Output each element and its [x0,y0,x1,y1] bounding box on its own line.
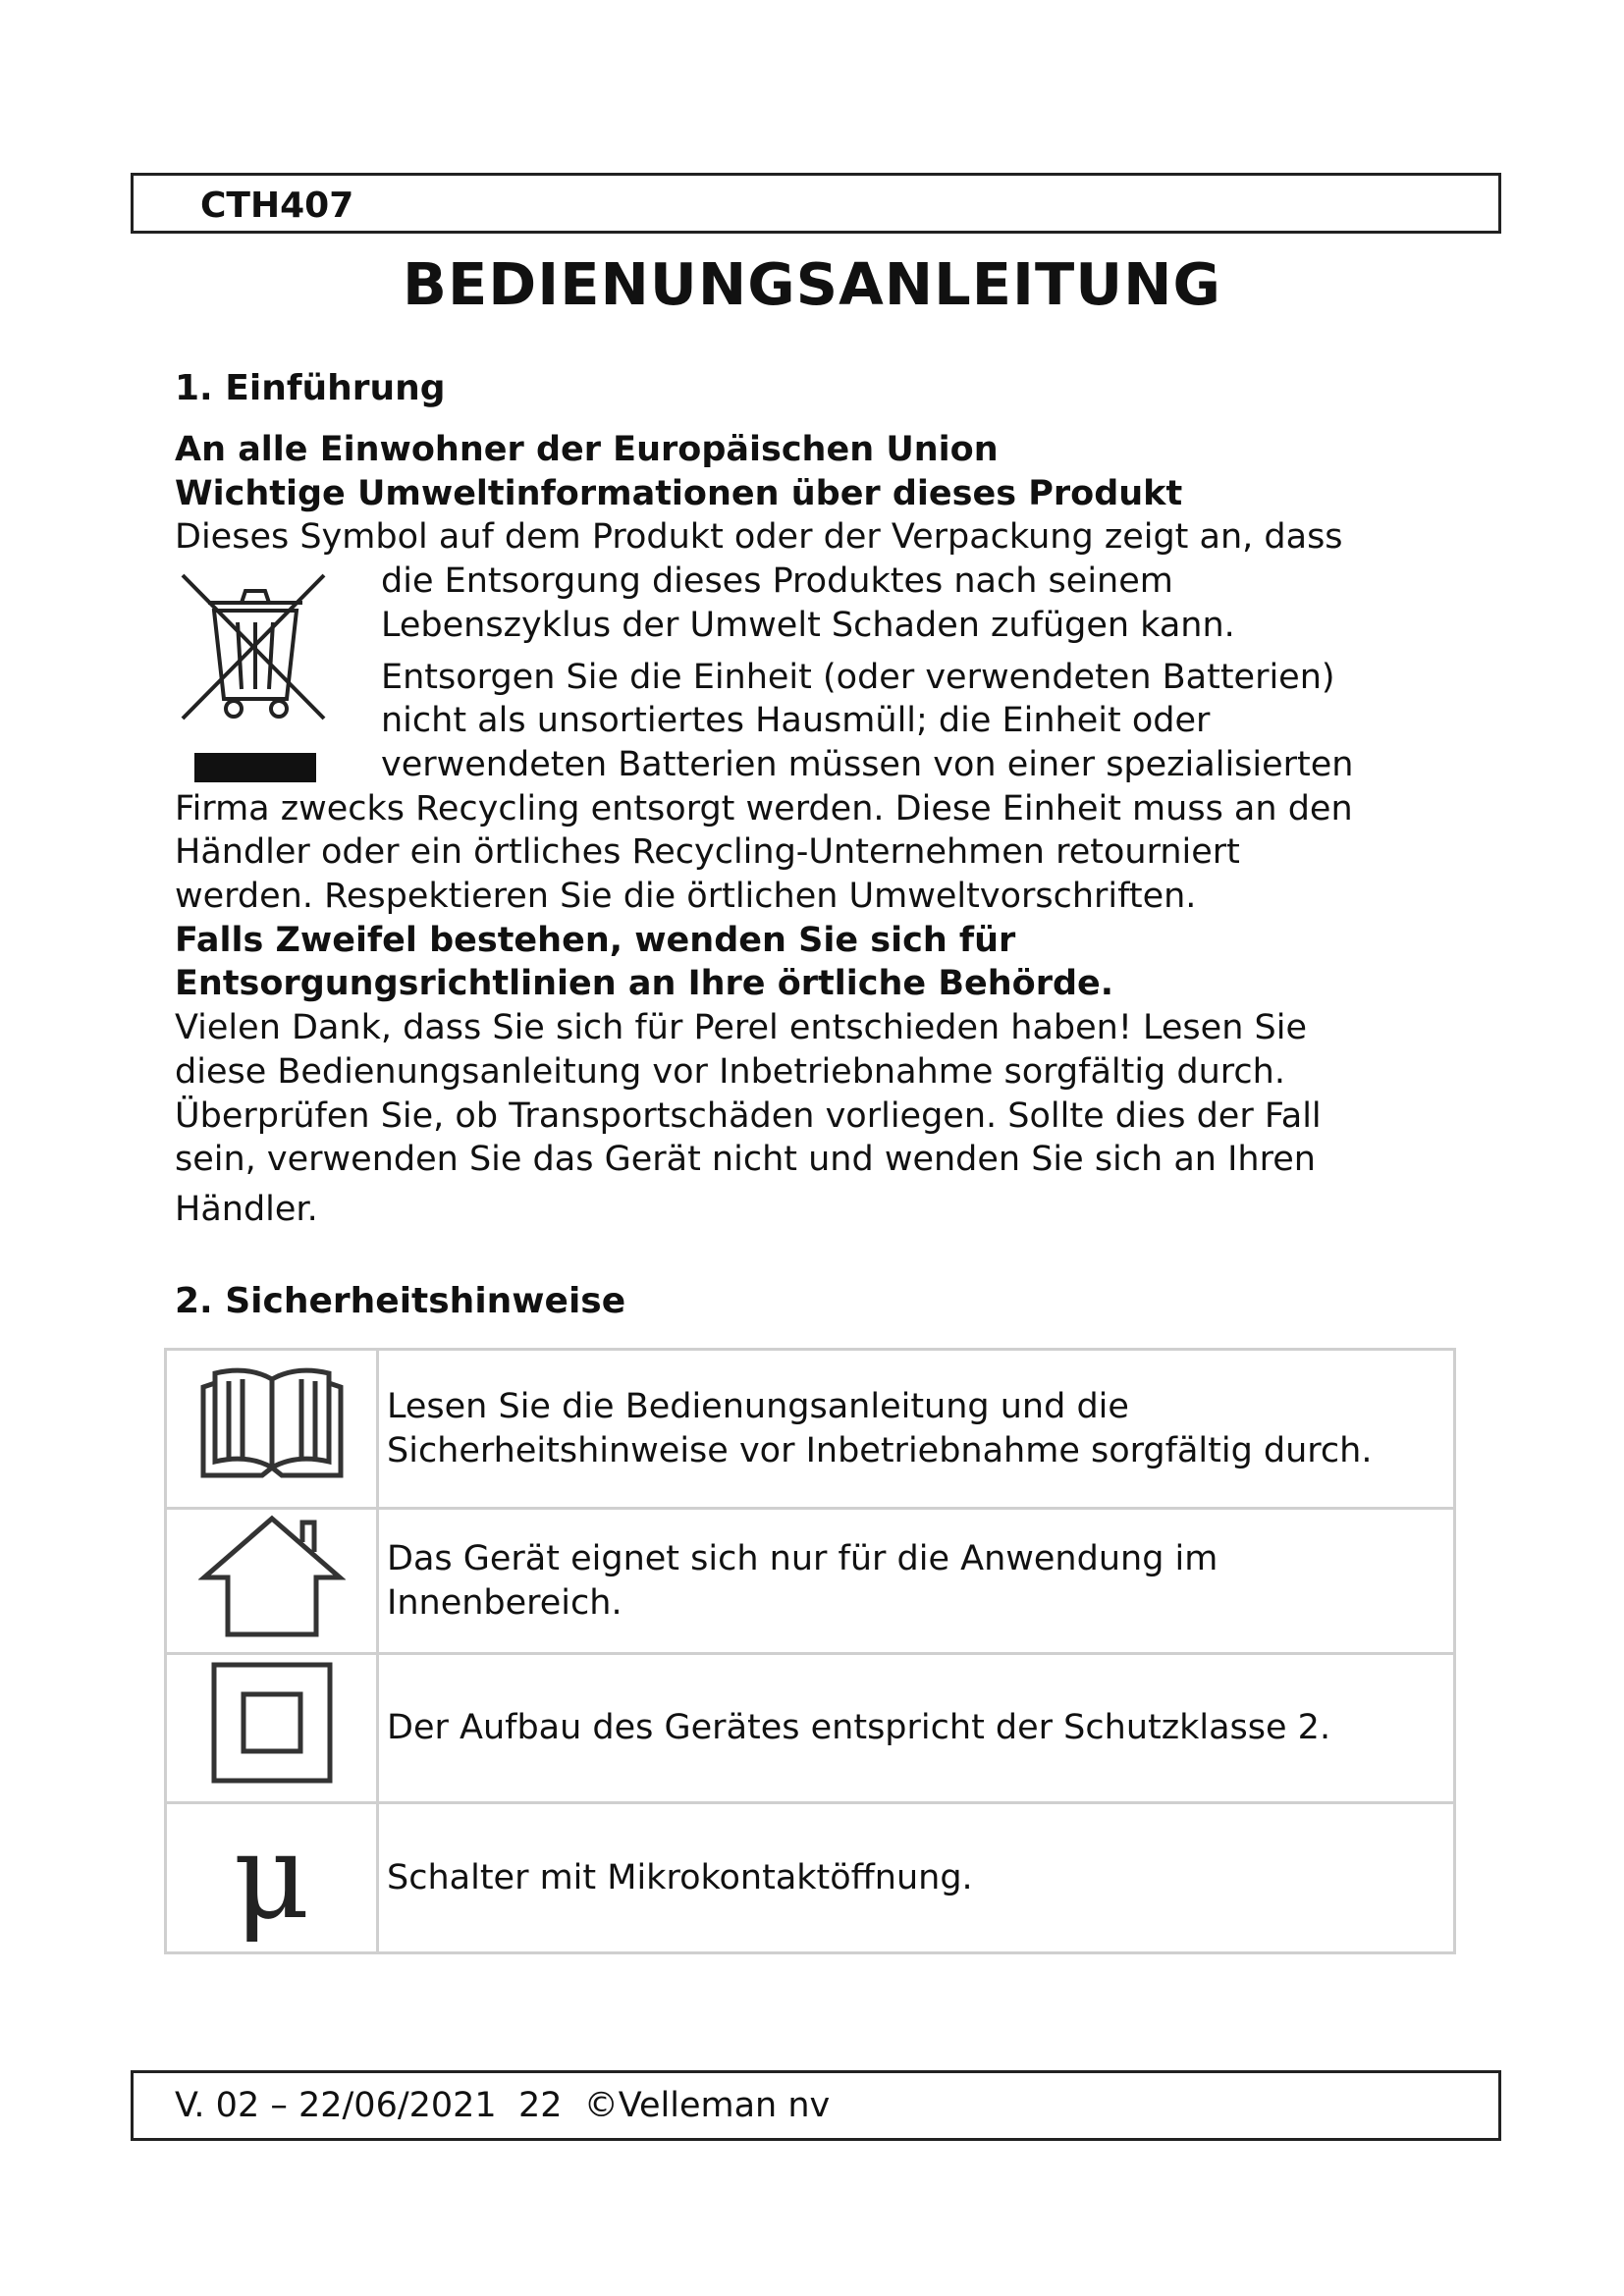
intro-line: Überprüfen Sie, ob Transportschäden vorliegen. Sollte dies der Fall [175,1095,1322,1136]
intro-line: Vielen Dank, dass Sie sich für Perel entschieden haben! Lesen Sie [175,1008,1307,1048]
intro-line: Wichtige Umweltinformationen über dieses Produkt [175,473,1183,513]
safety-table [164,1348,1456,1954]
page-title: BEDIENUNGSANLEITUNG [403,250,1221,318]
crossed-bin-icon [177,571,334,789]
table-row [166,1350,1455,1509]
icon-cell [166,1803,378,1953]
intro-line: Händler oder ein örtliches Recycling-Unternehmen retourniert [175,832,1240,873]
safety-text: Das Gerät eignet sich nur für die Anwendung im Innenbereich. [378,1509,1455,1654]
intro-line: diese Bedienungsanleitung vor Inbetriebnahme sorgfältig durch. [175,1051,1285,1092]
intro-line: Firma zwecks Recycling entsorgt werden. Diese Einheit muss an den [175,788,1353,828]
intro-line: Entsorgungsrichtlinien an Ihre örtliche Behörde. [175,964,1114,1004]
intro-line: sein, verwenden Sie das Gerät nicht und wenden Sie sich an Ihren [175,1140,1316,1180]
intro-line: Lebenszyklus der Umwelt Schaden zufügen kann. [381,605,1235,645]
model-number: CTH407 [200,186,354,226]
safety-text: Der Aufbau des Gerätes entspricht der Schutzklasse 2. [378,1654,1455,1803]
icon-cell [166,1654,378,1803]
table-row [166,1509,1455,1654]
section-2-heading: 2. Sicherheitshinweise [175,1281,626,1321]
intro-line: werden. Respektieren Sie die örtlichen Umweltvorschriften. [175,877,1197,917]
mu-icon: μ [233,1809,310,1946]
intro-line: verwendeten Batterien müssen von einer spezialisierten [381,744,1354,784]
icon-cell [166,1509,378,1654]
safety-text: Schalter mit Mikrokontaktöffnung. [378,1803,1455,1953]
intro-text [175,428,1471,1232]
footer-text: V. 02 – 22/06/2021 22 ©Velleman nv [175,2086,831,2125]
intro-line: An alle Einwohner der Europäischen Union [175,430,999,469]
intro-line: nicht als unsortiertes Hausmüll; die Einheit oder [381,701,1211,741]
intro-line: Entsorgen Sie die Einheit (oder verwendeten Batterien) [381,657,1335,697]
double-square-icon [210,1661,334,1785]
icon-cell [166,1350,378,1509]
book-icon [193,1360,351,1487]
section-1-heading: 1. Einführung [175,368,446,408]
intro-line: Falls Zweifel bestehen, wenden Sie sich für [175,920,1016,960]
house-icon [198,1513,346,1638]
footer [131,2070,1501,2141]
intro-line: Dieses Symbol auf dem Produkt oder der Verpackung zeigt an, dass [175,517,1343,558]
intro-line: die Entsorgung dieses Produktes nach seinem [381,561,1173,602]
safety-text: Lesen Sie die Bedienungsanleitung und die Sicherheitshinweise vor Inbetriebnahme sorgfältig durch. [378,1350,1455,1509]
table-row [166,1803,1455,1953]
table-row [166,1654,1455,1803]
intro-line: Händler. [175,1189,318,1229]
model-box [131,173,1501,234]
